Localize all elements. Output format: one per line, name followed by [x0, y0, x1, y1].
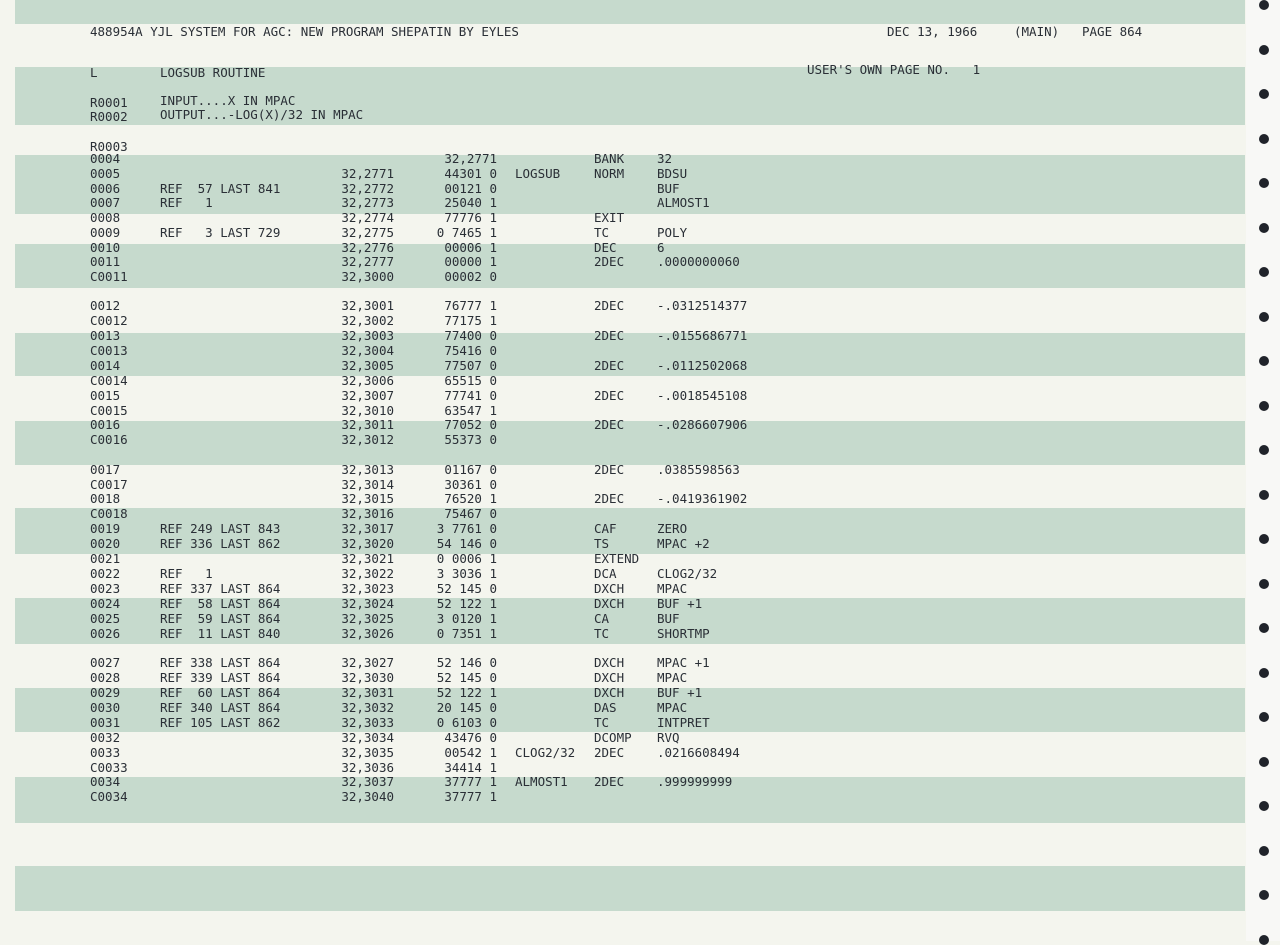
- listing-ref: REF 1: [160, 566, 213, 581]
- listing-word: 77776 1: [444, 210, 497, 225]
- listing-line: 0007: [90, 195, 121, 210]
- listing-operand: -.0312514377: [657, 298, 748, 313]
- listing-addr: 32,3037: [341, 774, 394, 789]
- listing-operand: MPAC: [657, 670, 688, 685]
- listing-word: 00121 0: [444, 181, 497, 196]
- listing-ref: REF 59 LAST 864: [160, 611, 281, 626]
- listing-line: 0023: [90, 581, 121, 596]
- listing-operand: MPAC: [657, 700, 688, 715]
- listing-operand: .999999999: [657, 774, 733, 789]
- listing-op: 2DEC: [594, 417, 625, 432]
- listing-word: 00000 1: [444, 254, 497, 269]
- paper-band: [15, 421, 1245, 465]
- paper-band: [15, 774, 1245, 823]
- listing-word: 32,2771: [444, 151, 497, 166]
- listing-word: 20 145 0: [436, 700, 497, 715]
- listing-operand: CLOG2/32: [657, 566, 718, 581]
- listing-operand: BUF +1: [657, 685, 703, 700]
- listing-operand: ZERO: [657, 521, 688, 536]
- listing-ref: REF 105 LAST 862: [160, 715, 281, 730]
- listing-word: 77175 1: [444, 313, 497, 328]
- user-page-number: USER'S OWN PAGE NO. 1: [807, 62, 981, 77]
- listing-line: 0030: [90, 700, 121, 715]
- tractor-hole: [1259, 312, 1269, 322]
- listing-word: 37777 1: [444, 774, 497, 789]
- listing-op: 2DEC: [594, 358, 625, 373]
- listing-word: 65515 0: [444, 373, 497, 388]
- listing-ref: REF 249 LAST 843: [160, 521, 281, 536]
- listing-addr: 32,3022: [341, 566, 394, 581]
- listing-ref: REF 3 LAST 729: [160, 225, 281, 240]
- listing-addr: 32,2775: [341, 225, 394, 240]
- listing-op: 2DEC: [594, 774, 625, 789]
- listing-line: C0033: [90, 760, 128, 775]
- tractor-hole: [1259, 356, 1269, 366]
- listing-line: 0020: [90, 536, 121, 551]
- listing-operand: POLY: [657, 225, 688, 240]
- listing-addr: 32,3012: [341, 432, 394, 447]
- listing-word: 3 3036 1: [436, 566, 497, 581]
- listing-line: C0012: [90, 313, 128, 328]
- listing-word: 34414 1: [444, 760, 497, 775]
- listing-addr: 32,3032: [341, 700, 394, 715]
- listing-word: 63547 1: [444, 403, 497, 418]
- listing-operand: 6: [657, 240, 665, 255]
- listing-op: EXIT: [594, 210, 625, 225]
- listing-word: 0 7351 1: [436, 626, 497, 641]
- tractor-hole: [1259, 45, 1269, 55]
- listing-line: 0029: [90, 685, 121, 700]
- listing-line: C0015: [90, 403, 128, 418]
- listing-label: LOGSUB: [515, 166, 561, 181]
- listing-op: TC: [594, 715, 610, 730]
- listing-addr: 32,2776: [341, 240, 394, 255]
- listing-line: 0019: [90, 521, 121, 536]
- listing-op: DAS: [594, 700, 617, 715]
- listing-line: 0009: [90, 225, 121, 240]
- tractor-hole: [1259, 401, 1269, 411]
- tractor-hole: [1259, 490, 1269, 500]
- listing-op: DXCH: [594, 596, 625, 611]
- listing-op: TC: [594, 626, 610, 641]
- listing-op: TC: [594, 225, 610, 240]
- listing-word: 76777 1: [444, 298, 497, 313]
- listing-ref: REF 338 LAST 864: [160, 655, 281, 670]
- listing-line: 0025: [90, 611, 121, 626]
- listing-line: C0016: [90, 432, 128, 447]
- listing-operand: BUF: [657, 611, 680, 626]
- listing-line: 0010: [90, 240, 121, 255]
- listing-operand: -.0419361902: [657, 491, 748, 506]
- tractor-hole: [1259, 134, 1269, 144]
- listing-addr: 32,3004: [341, 343, 394, 358]
- listing-line: 0018: [90, 491, 121, 506]
- listing-addr: 32,3000: [341, 269, 394, 284]
- listing-word: 76520 1: [444, 491, 497, 506]
- listing-op: DEC: [594, 240, 617, 255]
- listing-operand: BUF: [657, 181, 680, 196]
- listing-line: C0011: [90, 269, 128, 284]
- listing-ref: REF 339 LAST 864: [160, 670, 281, 685]
- listing-operand: RVQ: [657, 730, 680, 745]
- listing-word: 75416 0: [444, 343, 497, 358]
- listing-marker: L: [90, 65, 98, 80]
- remark-line-number: R0002: [90, 109, 128, 124]
- remark-text: INPUT....X IN MPAC: [160, 93, 296, 108]
- listing-line: 0022: [90, 566, 121, 581]
- listing-word: 52 122 1: [436, 596, 497, 611]
- listing-addr: 32,3026: [341, 626, 394, 641]
- listing-addr: 32,2772: [341, 181, 394, 196]
- listing-ref: REF 11 LAST 840: [160, 626, 281, 641]
- listing-ref: REF 1: [160, 195, 213, 210]
- listing-word: 75467 0: [444, 506, 497, 521]
- listing-line: 0026: [90, 626, 121, 641]
- listing-line: 0016: [90, 417, 121, 432]
- listing-line: C0014: [90, 373, 128, 388]
- listing-word: 0 7465 1: [436, 225, 497, 240]
- listing-word: 77400 0: [444, 328, 497, 343]
- listing-addr: 32,2771: [341, 166, 394, 181]
- tractor-hole: [1259, 0, 1269, 10]
- listing-line: 0011: [90, 254, 121, 269]
- listing-addr: 32,3006: [341, 373, 394, 388]
- listing-line: 0034: [90, 774, 121, 789]
- listing-op: 2DEC: [594, 328, 625, 343]
- listing-addr: 32,3011: [341, 417, 394, 432]
- tractor-hole: [1259, 534, 1269, 544]
- tractor-hole: [1259, 223, 1269, 233]
- remark-text: OUTPUT...-LOG(X)/32 IN MPAC: [160, 107, 364, 122]
- listing-section: (MAIN): [1014, 24, 1060, 39]
- listing-operand: MPAC +2: [657, 536, 710, 551]
- listing-word: 77052 0: [444, 417, 497, 432]
- tractor-hole: [1259, 935, 1269, 945]
- paper-band: [15, 0, 1245, 24]
- listing-operand: -.0286607906: [657, 417, 748, 432]
- document-title: 488954A YJL SYSTEM FOR AGC: NEW PROGRAM SHEPATIN BY EYLES: [90, 24, 519, 39]
- listing-op: TS: [594, 536, 610, 551]
- listing-addr: 32,3023: [341, 581, 394, 596]
- listing-line: 0027: [90, 655, 121, 670]
- listing-date: DEC 13, 1966: [887, 24, 978, 39]
- listing-word: 30361 0: [444, 477, 497, 492]
- listing-word: 3 0120 1: [436, 611, 497, 626]
- listing-word: 3 7761 0: [436, 521, 497, 536]
- listing-op: BANK: [594, 151, 625, 166]
- listing-word: 52 145 0: [436, 670, 497, 685]
- listing-operand: .0385598563: [657, 462, 740, 477]
- listing-line: C0013: [90, 343, 128, 358]
- listing-line: 0004: [90, 151, 121, 166]
- listing-word: 52 146 0: [436, 655, 497, 670]
- listing-addr: 32,3021: [341, 551, 394, 566]
- listing-line: 0008: [90, 210, 121, 225]
- listing-line: 0032: [90, 730, 121, 745]
- listing-word: 52 122 1: [436, 685, 497, 700]
- listing-word: 55373 0: [444, 432, 497, 447]
- listing-addr: 32,3017: [341, 521, 394, 536]
- listing-op: 2DEC: [594, 298, 625, 313]
- listing-word: 77507 0: [444, 358, 497, 373]
- listing-addr: 32,3020: [341, 536, 394, 551]
- tractor-hole: [1259, 846, 1269, 856]
- listing-word: 0 0006 1: [436, 551, 497, 566]
- listing-addr: 32,3005: [341, 358, 394, 373]
- listing-line: C0017: [90, 477, 128, 492]
- listing-operand: -.0018545108: [657, 388, 748, 403]
- listing-operand: ALMOST1: [657, 195, 710, 210]
- listing-addr: 32,3013: [341, 462, 394, 477]
- listing-op: CAF: [594, 521, 617, 536]
- listing-word: 00542 1: [444, 745, 497, 760]
- listing-addr: 32,3002: [341, 313, 394, 328]
- listing-op: 2DEC: [594, 745, 625, 760]
- listing-line: C0018: [90, 506, 128, 521]
- listing-addr: 32,3001: [341, 298, 394, 313]
- listing-line: 0024: [90, 596, 121, 611]
- listing-word: 44301 0: [444, 166, 497, 181]
- listing-addr: 32,3014: [341, 477, 394, 492]
- listing-word: 43476 0: [444, 730, 497, 745]
- listing-op: DXCH: [594, 655, 625, 670]
- tractor-hole: [1259, 267, 1269, 277]
- listing-addr: 32,3003: [341, 328, 394, 343]
- listing-addr: 32,3015: [341, 491, 394, 506]
- listing-op: 2DEC: [594, 462, 625, 477]
- listing-op: 2DEC: [594, 491, 625, 506]
- listing-word: 77741 0: [444, 388, 497, 403]
- tractor-hole: [1259, 579, 1269, 589]
- tractor-hole: [1259, 890, 1269, 900]
- tractor-hole: [1259, 89, 1269, 99]
- listing-operand: MPAC: [657, 581, 688, 596]
- listing-operand: .0216608494: [657, 745, 740, 760]
- listing-line: 0017: [90, 462, 121, 477]
- listing-line: 0014: [90, 358, 121, 373]
- listing-word: 01167 0: [444, 462, 497, 477]
- listing-ref: REF 337 LAST 864: [160, 581, 281, 596]
- listing-line: 0031: [90, 715, 121, 730]
- listing-operand: SHORTMP: [657, 626, 710, 641]
- listing-operand: MPAC +1: [657, 655, 710, 670]
- listing-addr: 32,3031: [341, 685, 394, 700]
- listing-addr: 32,3010: [341, 403, 394, 418]
- listing-operand: -.0112502068: [657, 358, 748, 373]
- listing-word: 54 146 0: [436, 536, 497, 551]
- tractor-hole: [1259, 445, 1269, 455]
- listing-op: DXCH: [594, 685, 625, 700]
- listing-operand: 32: [657, 151, 673, 166]
- listing-word: 00006 1: [444, 240, 497, 255]
- listing-line: 0033: [90, 745, 121, 760]
- listing-addr: 32,3034: [341, 730, 394, 745]
- listing-ref: REF 336 LAST 862: [160, 536, 281, 551]
- listing-line: 0015: [90, 388, 121, 403]
- listing-addr: 32,2773: [341, 195, 394, 210]
- listing-label: ALMOST1: [515, 774, 568, 789]
- paper-band: [15, 866, 1245, 911]
- listing-ref: REF 58 LAST 864: [160, 596, 281, 611]
- listing-ref: REF 60 LAST 864: [160, 685, 281, 700]
- listing-word: 52 145 0: [436, 581, 497, 596]
- listing-word: 37777 1: [444, 789, 497, 804]
- listing-ref: REF 57 LAST 841: [160, 181, 281, 196]
- listing-operand: -.0155686771: [657, 328, 748, 343]
- listing-addr: 32,2774: [341, 210, 394, 225]
- tractor-hole: [1259, 178, 1269, 188]
- listing-addr: 32,3025: [341, 611, 394, 626]
- tractor-hole: [1259, 712, 1269, 722]
- listing-line: 0028: [90, 670, 121, 685]
- listing-addr: 32,3040: [341, 789, 394, 804]
- listing-op: 2DEC: [594, 254, 625, 269]
- listing-operand: INTPRET: [657, 715, 710, 730]
- listing-operand: BUF +1: [657, 596, 703, 611]
- paper-band: [15, 244, 1245, 288]
- listing-label: CLOG2/32: [515, 745, 576, 760]
- listing-line: 0006: [90, 181, 121, 196]
- tractor-hole: [1259, 757, 1269, 767]
- listing-addr: 32,3035: [341, 745, 394, 760]
- listing-addr: 32,3024: [341, 596, 394, 611]
- listing-op: CA: [594, 611, 610, 626]
- listing-addr: 32,3036: [341, 760, 394, 775]
- listing-op: DXCH: [594, 670, 625, 685]
- listing-ref: REF 340 LAST 864: [160, 700, 281, 715]
- tractor-hole: [1259, 623, 1269, 633]
- listing-op: DCA: [594, 566, 617, 581]
- listing-addr: 32,3033: [341, 715, 394, 730]
- listing-line: 0013: [90, 328, 121, 343]
- tractor-hole: [1259, 668, 1269, 678]
- listing-op: EXTEND: [594, 551, 640, 566]
- remark-line-number: R0003: [90, 139, 128, 154]
- paper-band: [15, 333, 1245, 376]
- listing-operand: .0000000060: [657, 254, 740, 269]
- listing-line: C0034: [90, 789, 128, 804]
- listing-word: 00002 0: [444, 269, 497, 284]
- listing-addr: 32,3007: [341, 388, 394, 403]
- listing-addr: 32,3016: [341, 506, 394, 521]
- tractor-hole: [1259, 801, 1269, 811]
- page-number: PAGE 864: [1082, 24, 1143, 39]
- listing-line: 0005: [90, 166, 121, 181]
- remark-line-number: R0001: [90, 95, 128, 110]
- listing-op: DCOMP: [594, 730, 632, 745]
- listing-op: NORM: [594, 166, 625, 181]
- listing-addr: 32,3027: [341, 655, 394, 670]
- listing-addr: 32,2777: [341, 254, 394, 269]
- listing-line: 0012: [90, 298, 121, 313]
- listing-word: 25040 1: [444, 195, 497, 210]
- listing-word: 0 6103 0: [436, 715, 497, 730]
- listing-operand: BDSU: [657, 166, 688, 181]
- listing-op: DXCH: [594, 581, 625, 596]
- routine-name: LOGSUB ROUTINE: [160, 65, 266, 80]
- listing-line: 0021: [90, 551, 121, 566]
- listing-addr: 32,3030: [341, 670, 394, 685]
- listing-op: 2DEC: [594, 388, 625, 403]
